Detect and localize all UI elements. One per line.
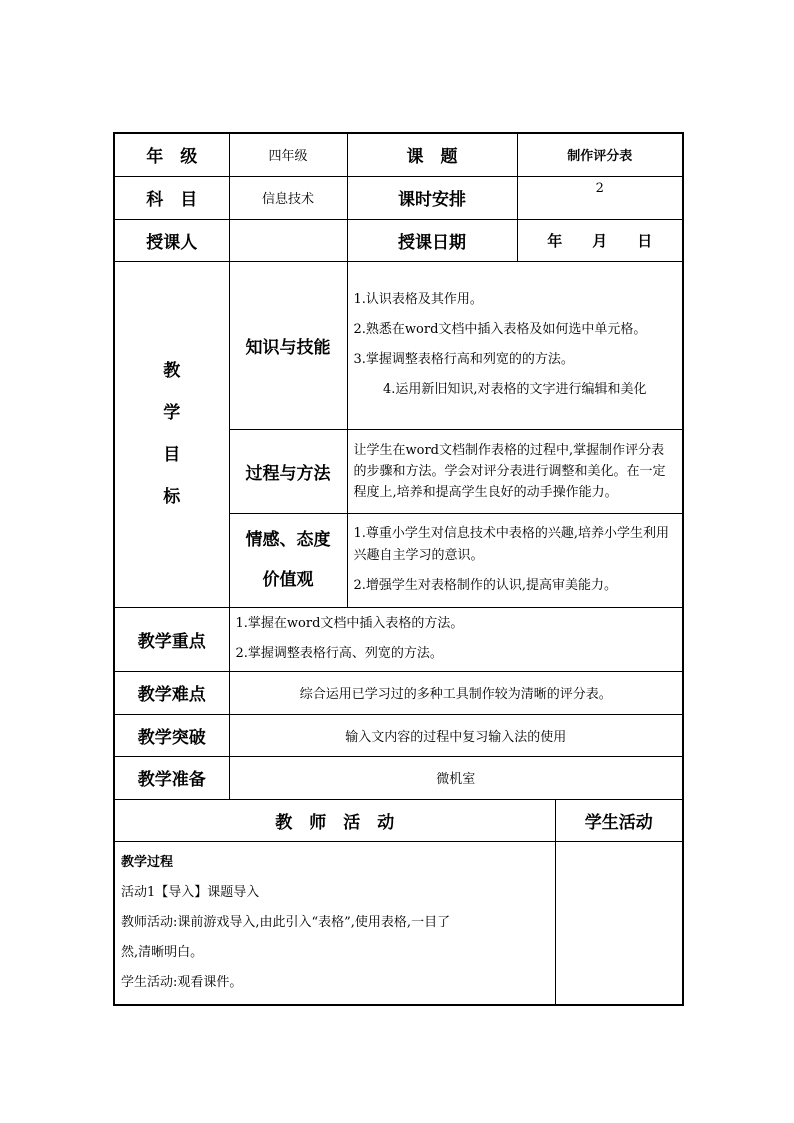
knowledge-content [347,261,683,429]
row-activities-content [114,841,683,1005]
objectives-label-char: 学 [163,403,181,423]
row-key-points [114,607,683,671]
emotion-label-line: 情感、态度 [245,530,331,550]
subject-value: 信息技术 [229,176,347,219]
teacher-activity-header: 教 师 活 动 [114,799,555,841]
lesson-plan-page [113,132,682,1006]
objectives-label [114,261,229,607]
emotion-label [229,513,347,607]
student-activity-header: 学生活动 [555,799,683,841]
process-line: 然,清晰明白。 [121,944,204,960]
key-point-item: 1.掌握在word文档中插入表格的方法。 [235,616,464,631]
preparation-label: 教学准备 [114,756,229,799]
hours-value: 2 [517,176,683,219]
row-difficulty [114,671,683,714]
knowledge-item: 1.认识表格及其作用。 [353,292,483,307]
hours-label: 课时安排 [347,176,517,219]
process-label: 过程与方法 [229,429,347,513]
emotion-label-line: 价值观 [262,570,314,590]
teacher-activity-content [114,841,555,1005]
objectives-label-char: 教 [163,361,181,381]
process-line: 活动1【导入】课题导入 [121,884,260,900]
key-points-content [229,607,683,671]
row-objectives-knowledge [114,261,683,429]
subject-label: 科 目 [114,176,229,219]
date-value: 年 月 日 [517,219,683,261]
key-points-label: 教学重点 [114,607,229,671]
teacher-value [229,219,347,261]
breakthrough-content: 输入文内容的过程中复习输入法的使用 [229,714,683,756]
row-grade [114,133,683,176]
process-line: 学生活动:观看课件。 [121,974,243,990]
key-point-item: 2.掌握调整表格行高、列宽的方法。 [235,646,443,661]
process-line: 教师活动:课前游戏导入,由此引入“表格”,使用表格,一目了 [121,914,451,930]
date-label: 授课日期 [347,219,517,261]
emotion-content [347,513,683,607]
lesson-plan-table [113,132,684,1006]
knowledge-item: 2.熟悉在word文档中插入表格及如何选中单元格。 [353,322,647,337]
row-teacher [114,219,683,261]
knowledge-item: 3.掌握调整表格行高和列宽的的方法。 [353,352,574,367]
grade-label: 年 级 [114,133,229,176]
objectives-label-char: 标 [163,487,181,507]
teacher-label: 授课人 [114,219,229,261]
process-heading: 教学过程 [121,854,174,870]
row-breakthrough [114,714,683,756]
topic-value: 制作评分表 [517,133,683,176]
row-preparation [114,756,683,799]
knowledge-label: 知识与技能 [229,261,347,429]
emotion-item: 2.增强学生对表格制作的认识,提高审美能力。 [353,578,618,593]
grade-value: 四年级 [229,133,347,176]
emotion-item: 1.尊重小学生对信息技术中表格的兴趣,培养小学生利用兴趣自主学习的意识。 [353,526,670,563]
objectives-label-char: 目 [163,445,181,465]
student-activity-content [555,841,683,1005]
preparation-content: 微机室 [229,756,683,799]
topic-label: 课 题 [347,133,517,176]
row-subject [114,176,683,219]
difficulty-content: 综合运用已学习过的多种工具制作较为清晰的评分表。 [229,671,683,714]
row-activities-header [114,799,683,841]
difficulty-label: 教学难点 [114,671,229,714]
knowledge-item: 4.运用新旧知识,对表格的文字进行编辑和美化 [382,382,647,397]
process-content: 让学生在word文档制作表格的过程中,掌握制作评分表的步骤和方法。学会对评分表进行调整和美化。在一定程度上,培养和提高学生良好的动手操作能力。 [347,429,683,513]
breakthrough-label: 教学突破 [114,714,229,756]
